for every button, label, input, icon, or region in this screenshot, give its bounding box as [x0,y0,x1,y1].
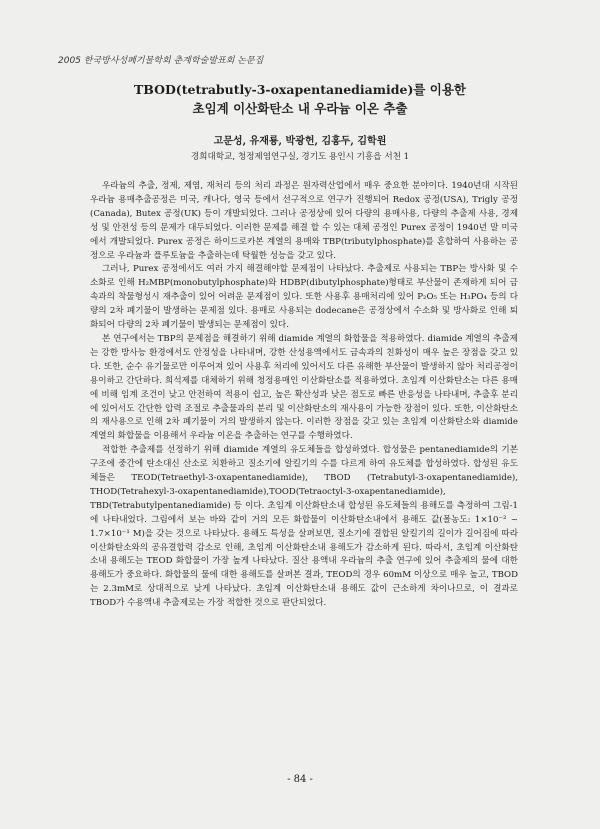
paragraph-1: 우라늄의 추출, 정제, 제염, 재처리 등의 처리 과정은 원자력산업에서 매우 중요한 분야이다. 1940년대 시작된 우라늄 용매추출공정은 미국, 캐나다, 영국 등에서 선구적으로 연구가 진행되어 Redox 공정(USA), Trigly 공정(Canada), Butex 공정(UK) 등이 개발되었다. 그러나 공정상에 있어 다량의 용매사용, 다량의 추출제 사용, 경제성 및 안전성 등의 문제가 대두되었다. 이러한 문제를 해결 할 수 있는 대체 공정인 Purex 공정이 1940년 말 미국에서 개발되었다. Purex 공정은 하이드로카본 계열의 용매와 TBP(tributylphosphate)를 혼합하여 사용하는 공정으로 우라늄과 플루토늄을 추출하는데 탁월한 성능을 갖고 있다. [90,181,518,261]
paragraph-3: 본 연구에서는 TBP의 문제점을 해결하기 위해 diamide 계열의 화합물을 적용하였다. diamide 계열의 추출제는 강한 방사능 환경에서도 안정성을 나타내며, 강한 산성용액에서도 금속과의 친화성이 매우 높은 장점을 갖고 있다. 또한, 순수 유기물로만 이루어져 있어 사용후 처리에 있어서도 다른 유해한 부산물이 발생하지 않아 처리공정이 용이하고 간단하다. 희석제를 대체하기 위해 청정용매인 이산화탄소를 적용하였다. 초임계 이산화탄소는 다른 용매에 비해 임계 조건이 낮고 안전하여 적용이 쉽고, 높은 확산성과 낮은 점도로 빠른 반응성을 나타내며, 추출후 분리에 있어서도 간단한 압력 조절로 추출물과의 분리 및 이산화탄소의 재사용이 가능한 장점이 있다. 또한, 이산화탄소의 재사용으로 인해 2차 폐기물이 거의 발생하지 않는다. 이러한 장점을 갖고 있는 초임계 이산화탄소와 diamide 계열의 화합물을 이용해서 우라늄 이온을 추출하는 연구를 수행하였다. [90,333,518,442]
affiliation: 경희대학교, 청정제염연구실, 경기도 용인시 기흥읍 서천 1 [190,152,410,162]
page-number: - 84 - [287,774,313,785]
proceedings-header: 2005 한국방사성폐기물학회 춘계학술발표회 논문집 [58,56,264,66]
paper-title-line-2: 초임계 이산화탄소 내 우라늄 이온 추출 [192,101,408,116]
paper-title-line-1: TBOD(tetrabutly-3-oxapentanediamide)를 이용한 [133,82,467,97]
author-list: 고문성, 유재룡, 박광헌, 김홍두, 김학원 [213,136,387,147]
paragraph-2: 그러나, Purex 공정에서도 여러 가지 해결해야할 문제점이 나타났다. 추출제로 사용되는 TBP는 방사화 및 수소화로 인해 H₂MBP(monobutylphosphate)와 HDBP(dibutylphosphate)형태로 부산물이 존재하게 되어 금속과의 착물형성시 재추출이 있어 어려운 문제점이 있다. 또한 사용후 용매처리에 있어 P₂O₅ 또는 H₃PO₄ 등의 다량의 2차 폐기물이 발생하는 문제점 있다. 용매로 사용되는 dodecane은 공정상에서 수소화 및 방사화로 인해 퇴화되어 다량의 2차 폐기물이 발생되는 문제점이 있다. [90,264,518,331]
body-text [90,180,518,611]
paragraph-4: 적합한 추출제를 선정하기 위해 diamide 계열의 유도체들을 합성하였다. 합성물은 pentanediamide의 기본 구조에 중간에 탄소대신 산소로 치환하고 질소기에 알킬기의 수를 다르게 하여 유도체를 합성하였다. 합성된 유도체들은 TEOD(Tetraethyl-3-oxapentanediamide), TBOD (Tetrabutyl-3-oxapentanediamide), THOD(Tetrahexyl-3-oxapentanediamide),TOOD(Tetraoctyl-3-oxapentanediamide), TBD(Tetrabutylpentanediamide) 등 이다. 초임계 이산화탄소내 합성된 유도체들의 용해도를 측정하여 그림-1에 나타내었다. 그림에서 보는 바와 같이 거의 모든 화합물이 이산화탄소내에서 용해도 값(몰농도: 1×10⁻² ~ 1.7×10⁻¹ M)을 갖는 것으로 나타났다. 용해도 특성을 살펴보면, 질소기에 결합된 알킬기의 길이가 길어짐에 따라 이산화탄소와의 공유결합력 감소로 인해, 초임계 이산화탄소내 용해도가 감소하게 된다. 따라서, 초임계 이산화탄소내 용해도는 TEOD 화합물이 가장 높게 나타났다. 질산 용액내 우라늄의 추출 연구에 있어 추출제의 물에 대한 용해도가 중요하다. 화합물의 물에 대한 용해도를 살펴본 결과, TEOD의 경우 60mM 이상으로 매우 높고, TBOD는 2.3mM로 상대적으로 낮게 나타났다. 초임계 이산화탄소내 용해도 값이 근소하게 차이나므로, 이 결과로 TBOD가 수용액내 추출제로는 가장 적합한 것으로 판단되었다. [90,445,518,609]
